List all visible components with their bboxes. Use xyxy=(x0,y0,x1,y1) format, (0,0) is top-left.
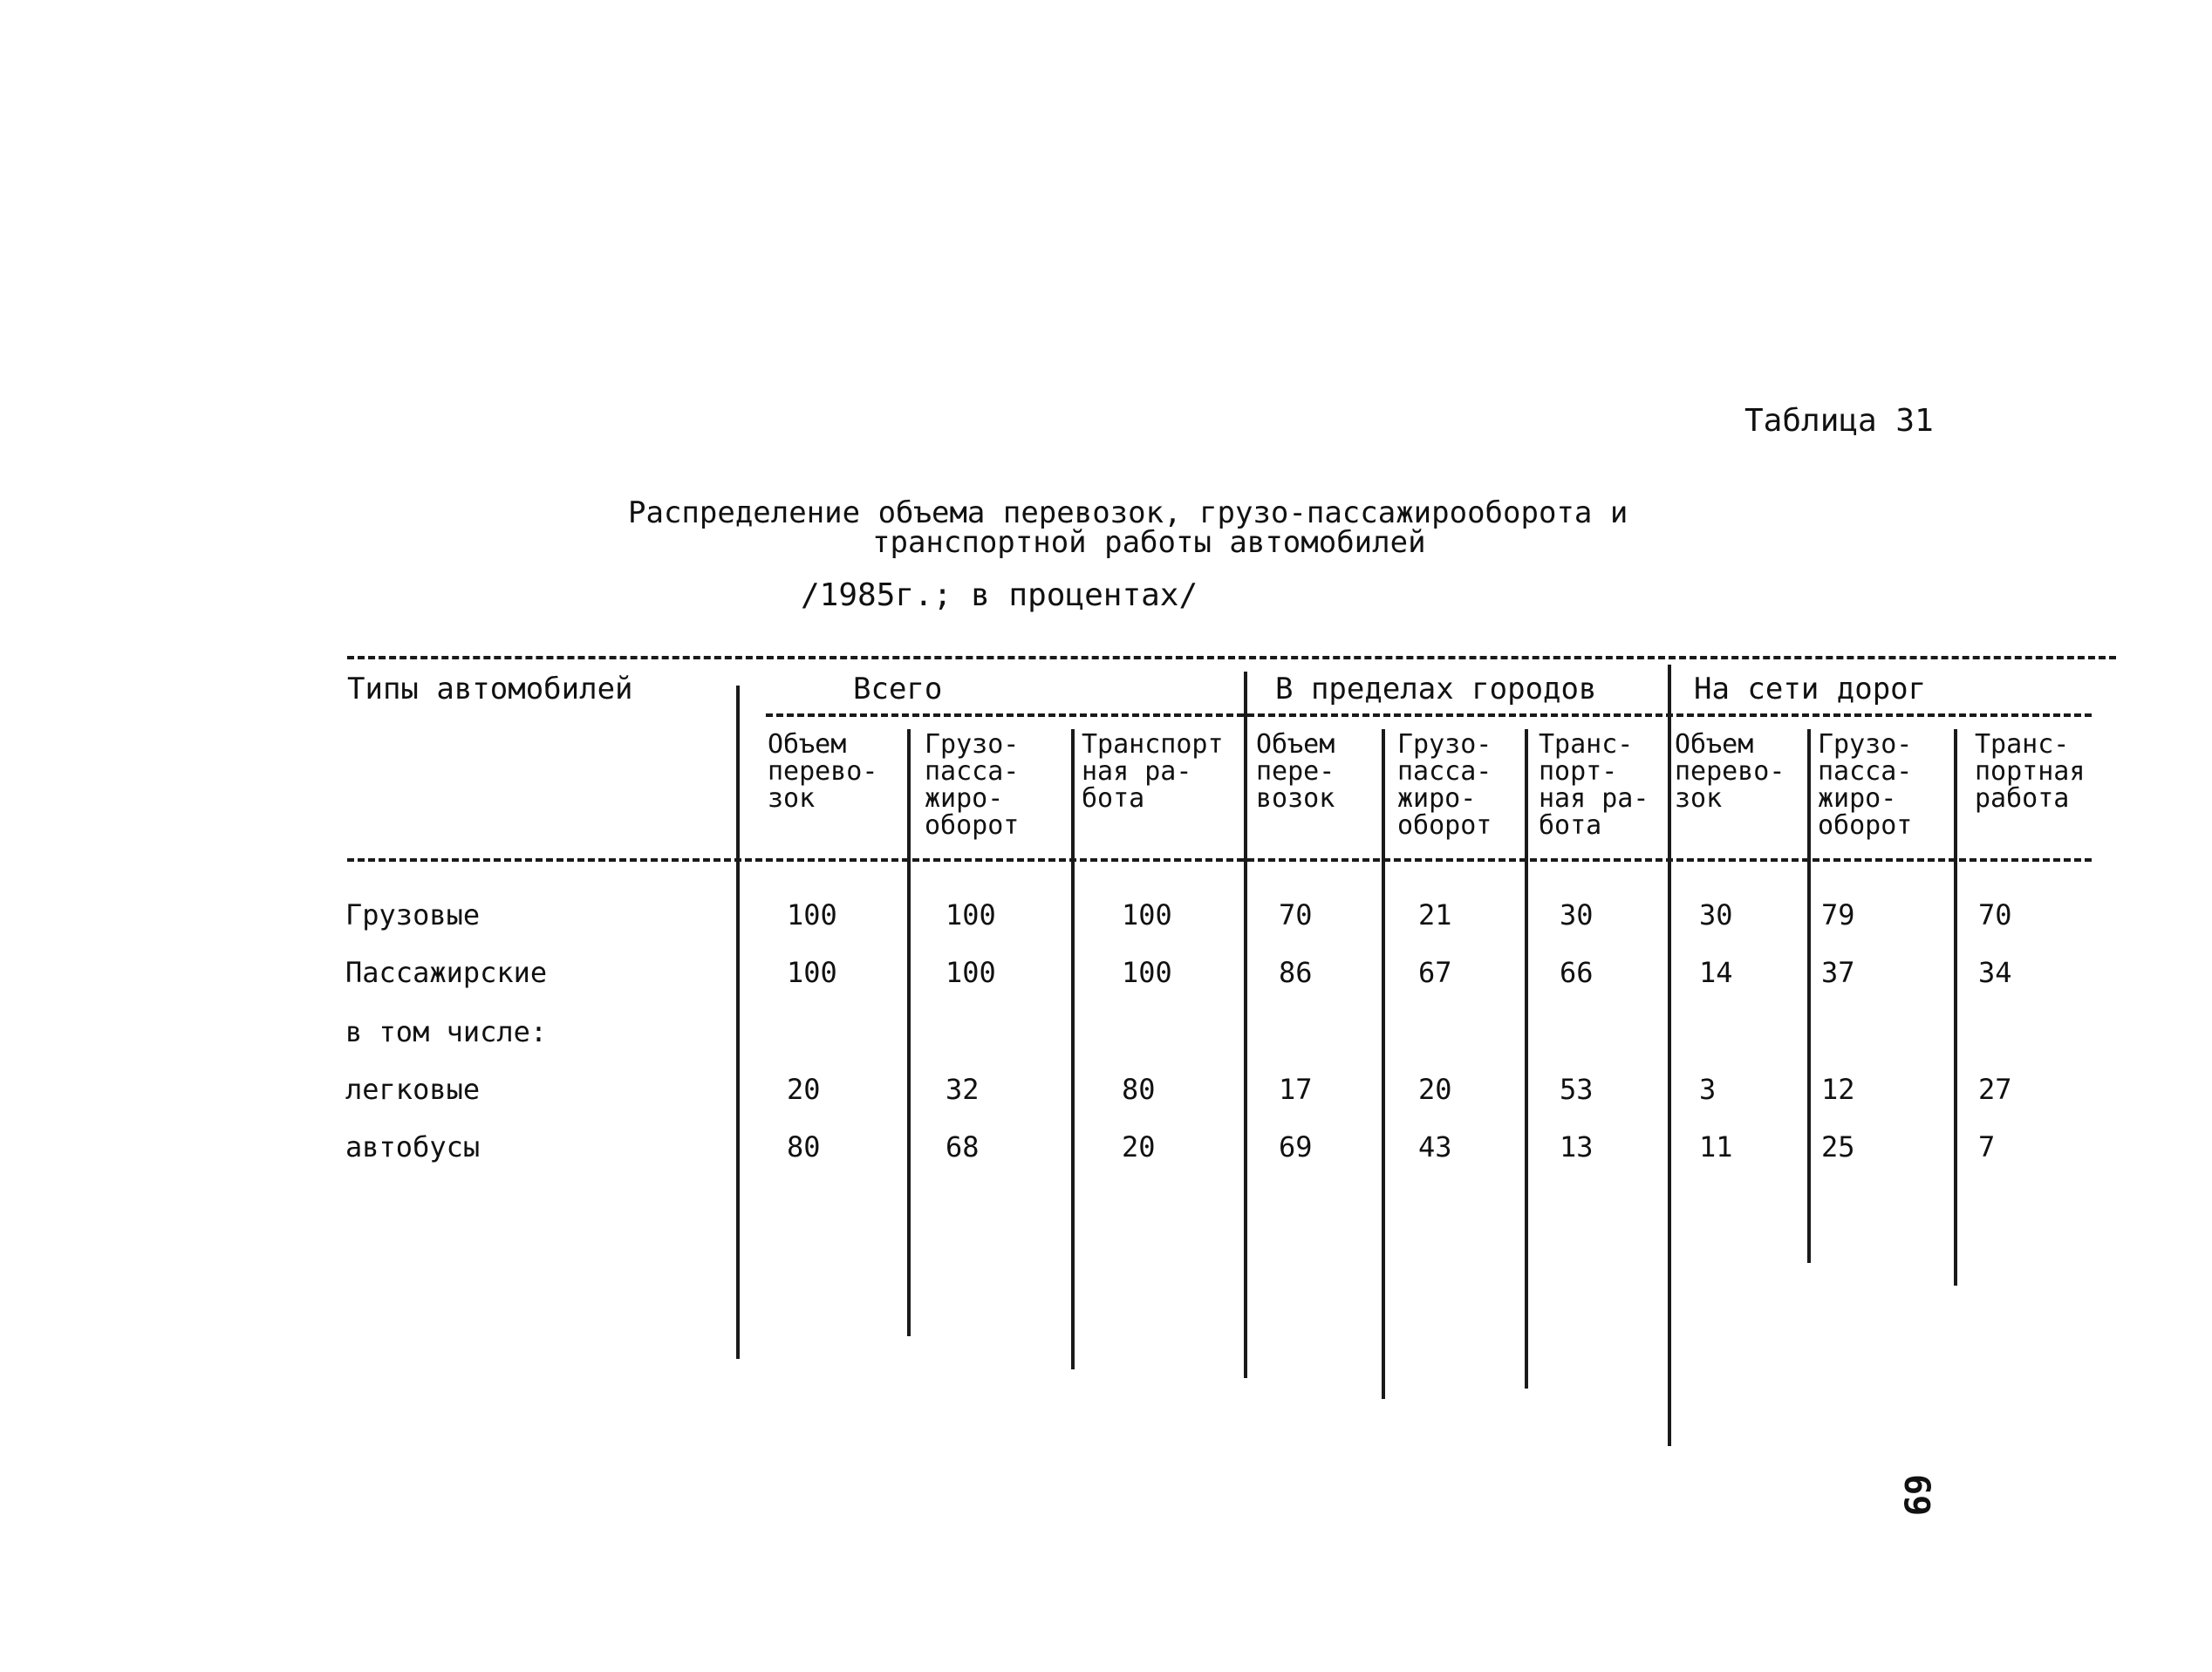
table-cell: 53 xyxy=(1560,1073,1594,1106)
table-cell: 79 xyxy=(1821,898,1855,932)
table-cell: 3 xyxy=(1699,1073,1717,1106)
table-cell: 21 xyxy=(1418,898,1452,932)
table-cell: 86 xyxy=(1279,956,1313,989)
table-cell: 80 xyxy=(1122,1073,1156,1106)
table-cell: 17 xyxy=(1279,1073,1313,1106)
col-header-city-work: Транс- порт- ная ра- бота xyxy=(1539,729,1649,841)
column-divider xyxy=(1382,729,1385,1399)
header-bottom-rule xyxy=(347,858,2092,862)
page-number: 69 xyxy=(1896,1474,1936,1517)
table-cell: 100 xyxy=(787,898,837,932)
col-header-road-turnover: Грузо- пасса- жиро- оборот xyxy=(1818,729,1913,841)
column-divider xyxy=(1954,729,1957,1286)
table-cell: 34 xyxy=(1978,956,2012,989)
table-cell: 30 xyxy=(1699,898,1733,932)
table-cell: 7 xyxy=(1978,1130,1996,1164)
table-label: Таблица 31 xyxy=(1744,403,1934,439)
table-cell: 100 xyxy=(787,956,837,989)
table-cell: 20 xyxy=(1122,1130,1156,1164)
table-cell: 11 xyxy=(1699,1130,1733,1164)
row-label-including: в том числе: xyxy=(345,1015,548,1048)
table-cell: 43 xyxy=(1418,1130,1452,1164)
table-title-line-1: Распределение объема перевозок, грузо-пассажирооборота и xyxy=(628,495,1628,530)
table-cell: 70 xyxy=(1279,898,1313,932)
column-divider xyxy=(1668,665,1671,1446)
table-cell: 69 xyxy=(1279,1130,1313,1164)
col-header-total-work: Транспорт ная ра- бота xyxy=(1082,729,1224,814)
table-cell: 12 xyxy=(1821,1073,1855,1106)
table-title-line-2: транспортной работы автомобилей xyxy=(872,525,1426,560)
table-cell: 13 xyxy=(1560,1130,1594,1164)
table-subtitle: /1985г.; в процентах/ xyxy=(801,577,1198,613)
table-cell: 20 xyxy=(1418,1073,1452,1106)
table-cell: 14 xyxy=(1699,956,1733,989)
table-cell: 27 xyxy=(1978,1073,2012,1106)
column-divider xyxy=(1525,729,1528,1389)
col-header-total-turnover: Грузо- пасса- жиро- оборот xyxy=(925,729,1020,841)
table-cell: 66 xyxy=(1560,956,1594,989)
column-divider xyxy=(736,686,740,1359)
table-cell: 67 xyxy=(1418,956,1452,989)
row-label-buses: автобусы xyxy=(345,1130,481,1164)
row-label-cars: легковые xyxy=(345,1073,481,1106)
col-header-city-volume: Объем пере- возок xyxy=(1256,729,1335,814)
col-header-city-turnover: Грузо- пасса- жиро- оборот xyxy=(1397,729,1492,841)
column-divider xyxy=(1807,729,1811,1263)
group-header-total: Всего xyxy=(853,672,943,706)
table-cell: 30 xyxy=(1560,898,1594,932)
row-label-header: Типы автомобилей xyxy=(347,672,633,706)
table-cell: 70 xyxy=(1978,898,2012,932)
table-cell: 25 xyxy=(1821,1130,1855,1164)
column-divider xyxy=(907,729,911,1336)
column-divider xyxy=(1071,729,1075,1369)
col-header-road-volume: Объем перево- зок xyxy=(1675,729,1785,814)
table-top-rule xyxy=(347,656,2116,659)
table-cell: 100 xyxy=(1122,956,1172,989)
table-cell: 100 xyxy=(1122,898,1172,932)
table-cell: 100 xyxy=(946,898,996,932)
group-header-rule xyxy=(766,713,2092,717)
table-cell: 100 xyxy=(946,956,996,989)
table-cell: 68 xyxy=(946,1130,980,1164)
row-label-passenger: Пассажирские xyxy=(345,956,548,989)
group-header-cities: В пределах городов xyxy=(1275,672,1597,706)
group-header-roads: На сети дорог xyxy=(1694,672,1927,706)
col-header-road-work: Транс- портная работа xyxy=(1975,729,2086,814)
column-divider xyxy=(1244,672,1247,1378)
table-cell: 37 xyxy=(1821,956,1855,989)
table-cell: 20 xyxy=(787,1073,821,1106)
table-cell: 32 xyxy=(946,1073,980,1106)
row-label-trucks: Грузовые xyxy=(345,898,481,932)
col-header-total-volume: Объем перево- зок xyxy=(768,729,878,814)
table-cell: 80 xyxy=(787,1130,821,1164)
